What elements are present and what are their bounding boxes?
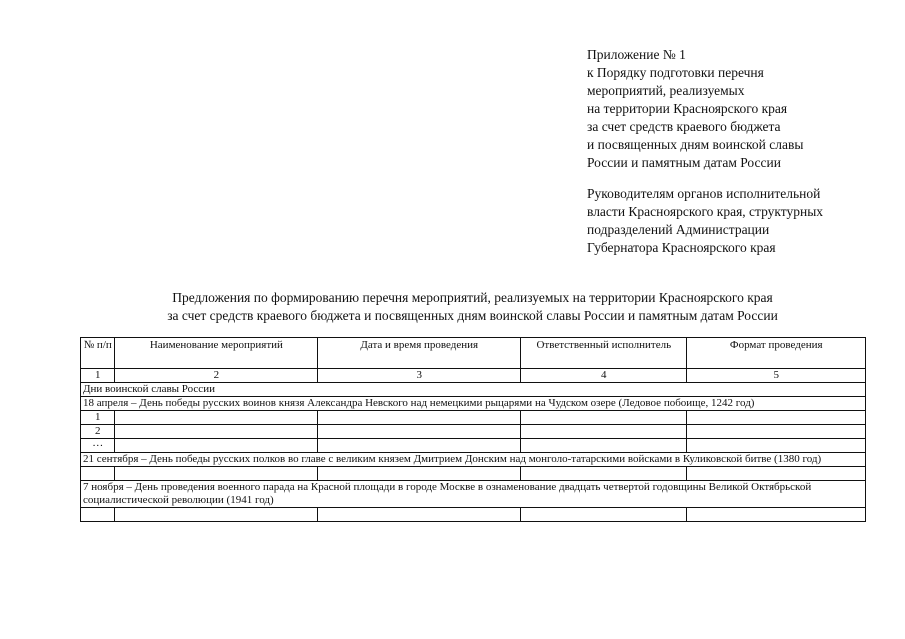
appendix-line: за счет средств краевого бюджета: [587, 119, 781, 134]
event-row: [81, 481, 866, 508]
table-cell: [687, 439, 866, 453]
recipient-line: Губернатора Красноярского края: [587, 240, 776, 255]
table-cell: [521, 508, 687, 522]
appendix-block: [587, 46, 887, 172]
table-row: [81, 411, 866, 425]
document-title: [80, 289, 865, 325]
section-row: [81, 383, 866, 397]
table-cell: [115, 425, 318, 439]
event-2: 21 сентября – День победы русских полков во главе с великим князем Дмитрием Донским над монголо-татарскими войсками в Куликовской битве (1380 год): [81, 453, 866, 467]
col-number: 1: [81, 369, 115, 383]
section-title: Дни воинской славы России: [81, 383, 866, 397]
event-row: [81, 397, 866, 411]
events-table: [80, 337, 866, 522]
table-cell: [115, 439, 318, 453]
title-line-2: за счет средств краевого бюджета и посвященных дням воинской славы России и памятным датам России: [167, 308, 778, 323]
appendix-line: к Порядку подготовки перечня: [587, 65, 764, 80]
header-executor: Ответственный исполнитель: [521, 338, 687, 369]
table-row: [81, 508, 866, 522]
header-date: Дата и время проведения: [318, 338, 521, 369]
title-line-1: Предложения по формированию перечня мероприятий, реализуемых на территории Красноярского края: [172, 290, 773, 305]
recipient-line: подразделений Администрации: [587, 222, 770, 237]
table-cell: [115, 411, 318, 425]
col-number: 3: [318, 369, 521, 383]
table-row: [81, 425, 866, 439]
event-3: 7 ноября – День проведения военного парада на Красной площади в городе Москве в ознаменование двадцать четвертой годовщины Великой Октябрьской социалистической революции (1941 год): [81, 481, 866, 508]
table-cell: [521, 411, 687, 425]
col-number: 2: [115, 369, 318, 383]
event-row: [81, 453, 866, 467]
event-1: 18 апреля – День победы русских воинов князя Александра Невского над немецкими рыцарями на Чудском озере (Ледовое побоище, 1242 год): [81, 397, 866, 411]
table-cell: [318, 439, 521, 453]
recipient-line: Руководителям органов исполнительной: [587, 186, 821, 201]
header-name: Наименование мероприятий: [115, 338, 318, 369]
column-numbers-row: [81, 369, 866, 383]
table-cell: [318, 508, 521, 522]
table-cell: [521, 439, 687, 453]
header-number: № п/п: [81, 338, 115, 369]
table-cell: [521, 425, 687, 439]
table-cell: [687, 467, 866, 481]
table-cell: [687, 508, 866, 522]
row-number: …: [81, 439, 115, 453]
row-number: 1: [81, 411, 115, 425]
appendix-line: и посвященных дням воинской славы: [587, 137, 804, 152]
table-row: [81, 439, 866, 453]
appendix-line: Приложение № 1: [587, 47, 686, 62]
recipient-line: власти Красноярского края, структурных: [587, 204, 824, 219]
table-cell: [115, 508, 318, 522]
table-cell: [115, 467, 318, 481]
col-number: 4: [521, 369, 687, 383]
appendix-line: России и памятным датам России: [587, 155, 781, 170]
header-format: Формат проведения: [687, 338, 866, 369]
table-cell: [81, 508, 115, 522]
col-number: 5: [687, 369, 866, 383]
table-cell: [318, 425, 521, 439]
table-row: [81, 467, 866, 481]
table-cell: [318, 411, 521, 425]
recipient-block: [587, 185, 887, 257]
table-cell: [318, 467, 521, 481]
header-row: [81, 338, 866, 369]
table-cell: [81, 467, 115, 481]
table-cell: [687, 411, 866, 425]
appendix-line: мероприятий, реализуемых: [587, 83, 745, 98]
table-cell: [521, 467, 687, 481]
table-cell: [687, 425, 866, 439]
appendix-line: на территории Красноярского края: [587, 101, 788, 116]
row-number: 2: [81, 425, 115, 439]
